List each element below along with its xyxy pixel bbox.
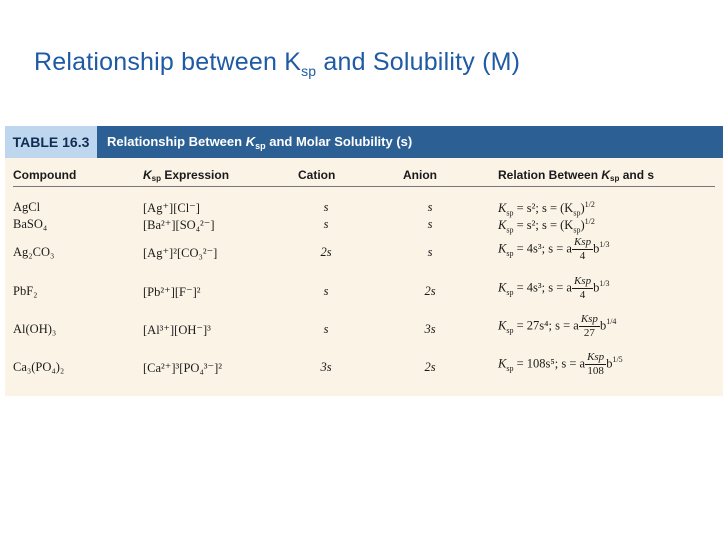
header-relation-k: K	[601, 168, 611, 182]
slide-title-suffix: and Solubility (M)	[316, 48, 521, 76]
table-header-bar	[5, 126, 723, 158]
relation-mid-sub: sp	[573, 225, 581, 235]
cell-relation	[498, 200, 595, 218]
cell-compound: PbF₂	[13, 284, 38, 298]
fraction-numerator: Ksp	[587, 351, 605, 363]
relation-end: b	[593, 280, 600, 295]
relation-k: K	[498, 280, 507, 295]
relation-mid: = 108s⁵; s = a	[513, 356, 586, 371]
relation-fraction	[585, 352, 606, 377]
relation-k: K	[498, 218, 507, 233]
relation-end: b	[593, 241, 600, 256]
relation-k-sub: sp	[506, 325, 514, 335]
relation-k: K	[498, 241, 507, 256]
header-relation-sub: sp	[610, 174, 620, 183]
header-ksp-suffix: Expression	[161, 168, 230, 182]
cell-relation	[498, 276, 610, 301]
cell-cation: 2s	[320, 245, 332, 259]
relation-exponent: 1/3	[599, 240, 610, 250]
header-cation: Cation	[298, 168, 336, 182]
relation-k: K	[498, 356, 507, 371]
relation-exponent: 1/2	[584, 200, 595, 209]
slide-title	[34, 48, 520, 79]
relation-exponent: 1/2	[584, 217, 595, 226]
header-relation	[498, 168, 654, 183]
cell-ksp-expression: [Pb²⁺][F⁻]²	[143, 285, 201, 299]
fraction-numerator: Ksp	[573, 236, 592, 248]
fraction-numerator: Ksp	[580, 313, 598, 325]
header-anion: Anion	[403, 168, 437, 182]
cell-anion: 2s	[424, 360, 436, 374]
fraction-denominator: 4	[579, 250, 586, 262]
header-ksp-expression	[143, 168, 229, 183]
cell-ksp-expression: [Ba²⁺][SO₄²⁻]	[143, 218, 215, 232]
cell-anion: 3s	[424, 322, 436, 336]
relation-mid-sub: sp	[573, 208, 581, 218]
cell-compound: BaSO₄	[13, 217, 48, 231]
cell-compound: Ag₂CO₃	[13, 245, 55, 259]
relation-exponent: 1/3	[599, 279, 610, 289]
header-relation-suffix: and s	[619, 168, 655, 182]
cell-compound: Al(OH)₃	[13, 322, 57, 336]
relation-mid: = s²; s = (K	[513, 218, 574, 233]
relation-end: b	[599, 318, 607, 333]
relation-end: )	[580, 201, 585, 216]
header-relation-prefix: Relation Between	[498, 168, 602, 182]
cell-cation: s	[323, 217, 329, 231]
cell-relation	[498, 237, 610, 262]
relation-mid: = 4s³; s = a	[513, 241, 572, 256]
relation-fraction	[572, 237, 593, 262]
relation-k: K	[498, 318, 507, 333]
cell-ksp-expression: [Al³⁺][OH⁻]³	[143, 323, 211, 337]
fraction-numerator: Ksp	[573, 275, 592, 287]
caption-sub: sp	[255, 141, 266, 151]
table-number-tag: TABLE 16.3	[5, 126, 97, 158]
relation-fraction	[579, 314, 600, 339]
cell-anion: s	[427, 200, 433, 214]
relation-k-sub: sp	[506, 208, 514, 218]
solubility-table	[5, 126, 723, 396]
relation-k-sub: sp	[506, 248, 514, 258]
slide-title-text: Relationship between K	[34, 48, 302, 76]
caption-k: K	[245, 134, 256, 149]
relation-k-sub: sp	[506, 225, 514, 235]
cell-cation: s	[323, 322, 329, 336]
cell-ksp-expression: [Ag⁺]²[CO₃²⁻]	[143, 246, 218, 260]
relation-fraction	[572, 276, 593, 301]
cell-cation: s	[323, 284, 329, 298]
relation-k-sub: sp	[506, 287, 514, 297]
header-ksp-sub: sp	[151, 174, 162, 183]
relation-k-sub: sp	[506, 363, 514, 373]
cell-ksp-expression: [Ca²⁺]³[PO₄³⁻]²	[143, 361, 223, 375]
header-compound: Compound	[13, 168, 77, 182]
caption-suffix: and Molar Solubility (s)	[265, 134, 413, 149]
relation-exponent: 1/4	[606, 317, 617, 327]
relation-end: )	[580, 218, 585, 233]
cell-ksp-expression: [Ag⁺][Cl⁻]	[143, 201, 200, 215]
relation-exponent: 1/5	[612, 355, 623, 365]
cell-anion: 2s	[424, 284, 436, 298]
cell-compound: Ca₃(PO₄)₂	[13, 360, 65, 374]
cell-anion: s	[427, 245, 433, 259]
slide-title-subscript: sp	[301, 63, 317, 79]
relation-mid: = s²; s = (K	[513, 201, 574, 216]
fraction-denominator: 27	[583, 327, 595, 339]
cell-anion: s	[427, 217, 433, 231]
header-ksp-k: K	[143, 168, 152, 182]
cell-cation: 3s	[320, 360, 332, 374]
relation-k: K	[498, 201, 507, 216]
table-caption	[107, 126, 412, 158]
relation-mid: = 27s⁴; s = a	[513, 318, 579, 333]
cell-relation	[498, 217, 595, 235]
fraction-denominator: 4	[579, 289, 586, 301]
cell-relation	[498, 314, 616, 339]
cell-compound: AgCl	[13, 200, 41, 214]
header-divider	[13, 186, 715, 187]
relation-end: b	[606, 356, 613, 371]
caption-prefix: Relationship Between	[107, 134, 246, 149]
relation-mid: = 4s³; s = a	[513, 280, 572, 295]
fraction-denominator: 108	[587, 365, 604, 377]
cell-cation: s	[323, 200, 329, 214]
cell-relation	[498, 352, 623, 377]
